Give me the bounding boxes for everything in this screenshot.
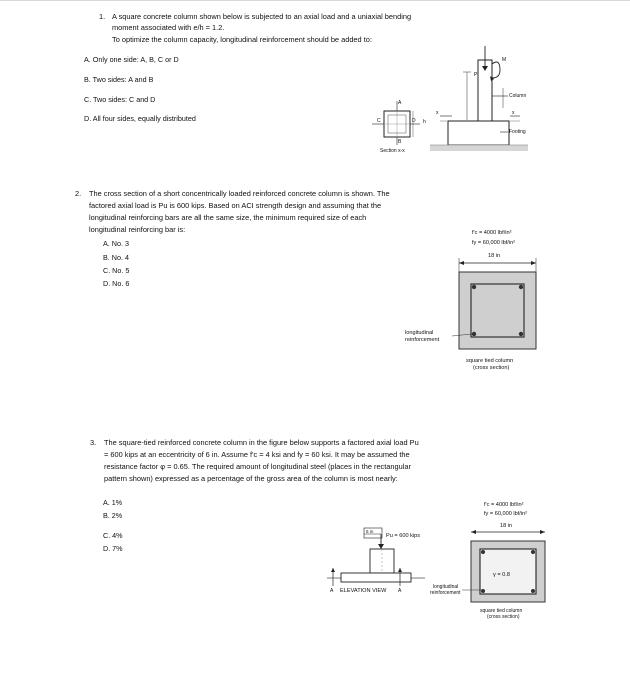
question-2-text-line-1: The cross section of a short concentrically loaded reinforced concrete column is shown. The [89,189,390,198]
q2-fc: f'c = 4000 lbf/in² [472,230,512,236]
question-2-text-line-3: longitudinal reinforcing bars are all the same size, the minimum required size of each [89,213,367,222]
question-3-text-line-2: = 600 kips at an eccentricity of 6 in. Assume f'c = 4 ksi and fy = 60 ksi. It may be assumed the [104,450,410,459]
question-3-text-line-4: pattern shown) expressed as a percentage of the gross area of the column is most nearly: [104,474,398,483]
question-3-text-line-1: The square-tied reinforced concrete column in the figure below supports a factored axial load Pu [104,438,419,447]
q2-dimension: 18 in [488,253,501,259]
q3-longitudinal-label-1: longitudinal [433,584,459,590]
q3-load-label: Pu = 600 kips [386,533,421,539]
question-1-option-d: D. All four sides, equally distributed [84,114,196,123]
q3-eccentricity: 6 in [366,529,374,534]
label-d: D [412,118,416,124]
question-1-text-line-1: A square concrete column shown below is subjected to an axial load and a uniaxial bending [112,12,412,21]
question-1-option-b: B. Two sides: A and B [84,75,154,84]
question-2-text-line-2: factored axial load is Pu is 600 kips. Based on ACI strength design and assuming that the [89,201,382,210]
label-a: A [398,100,402,106]
question-1-number: 1. [99,12,106,21]
q3-caption-1: square tied column [480,608,523,614]
q3-fy: fy = 60,000 lbf/in² [484,511,528,517]
label-footing: Footing [509,129,526,135]
q2-caption-1: square tied column [466,358,514,364]
label-m: M [502,57,507,63]
label-p: P [474,72,478,78]
label-section: Section x-x [380,148,405,154]
question-3-option-c: C. 4% [103,531,123,540]
question-2-option-a: A. No. 3 [103,239,129,248]
question-3-text-line-3: resistance factor φ = 0.65. The required amount of longitudinal steel (places in the rectangular [104,462,411,471]
q3-elevation-label: ELEVATION VIEW [340,588,387,594]
q2-caption-2: (cross section) [473,365,510,371]
label-c: C [377,118,381,124]
question-1-text-line-2: moment associated with e/h = 1.2. [112,23,225,32]
question-2-text-line-4: longitudinal reinforcing bar is: [89,225,186,234]
label-column: Column [509,93,527,99]
question-3-option-d: D. 7% [103,544,123,553]
question-3-number: 3. [90,438,97,447]
question-2-option-c: C. No. 5 [103,266,130,275]
question-2-option-d: D. No. 6 [103,279,130,288]
question-1-option-a: A. Only one side: A, B, C or D [84,55,179,64]
label-h: h [423,119,426,125]
question-1-text-line-3: To optimize the column capacity, longitudinal reinforcement should be added to: [112,35,372,44]
q3-dimension: 18 in [500,523,513,529]
question-1-option-c: C. Two sides: C and D [84,95,156,104]
q2-longitudinal-label-2: reinforcement [405,337,440,343]
question-3-option-b: B. 2% [103,511,123,520]
label-x-right: x [512,110,515,116]
q2-longitudinal-label-1: longitudinal [405,330,434,336]
q2-fy: fy = 60,000 lbf/in² [472,240,516,246]
question-2-number: 2. [75,189,82,198]
q3-caption-2: (cross section) [487,614,520,620]
q3-fc: f'c = 4000 lbf/in² [484,502,524,508]
q3-longitudinal-label-2: reinforcement [430,590,461,596]
question-2-option-b: B. No. 4 [103,253,129,262]
label-b: B [398,139,402,145]
q3-gamma: γ = 0.8 [493,572,510,578]
q3-section-a-right: A [398,588,402,594]
question-3-option-a: A. 1% [103,498,123,507]
label-x-left: x [436,110,439,116]
q3-section-a-left: A [330,588,334,594]
